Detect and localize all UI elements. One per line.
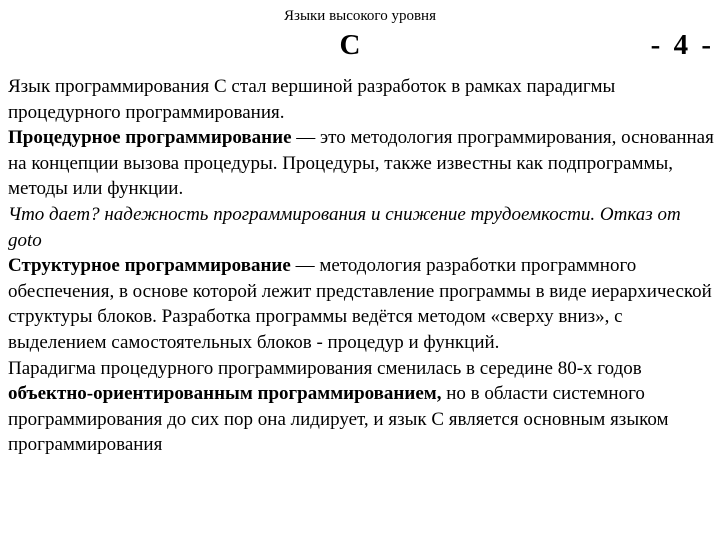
definition-structured-programming: — методология разработки программного обеспечения, в основе которой лежит представление программы в виде иерархической структуры блоков. Разработка программы ведётся методом «сверху вниз», с выделением самостоятельных блоков - процедур и функций. [8,255,712,353]
term-procedural-programming: Процедурное программирование [8,127,292,149]
paragraph-procedural [8,125,716,202]
paragraph-paradigm-shift [8,356,716,458]
paragraph-benefits: Что дает? надежность программирования и снижение трудоемкости. Отказ от goto [8,203,681,251]
paragraph-structured [8,253,716,355]
definition-procedural-programming: — это методология программирования, основанная на концепции вызова процедуры. Процедуры, также известны как подпрограммы, методы или функции. [8,127,714,200]
term-structured-programming: Структурное программирование [8,255,291,277]
paradigm-shift-start: Парадигма процедурного программирования сменилась в середине 80-х годов [8,357,642,379]
paragraph-intro: Язык программирования С стал вершиной разработок в рамках парадигмы процедурного программирования. [8,76,616,123]
slide-body-text [8,74,716,458]
slide-header-title: Языки высокого уровня [284,8,436,24]
slide-page-number: - 4 - [650,29,714,61]
term-oop: объектно-ориентированным программированием, [8,383,442,405]
paradigm-shift-rest: но в области системного программирования до сих пор она лидирует, и язык С является основным языком программирования [8,383,669,456]
slide-title-letter: C [339,29,361,61]
